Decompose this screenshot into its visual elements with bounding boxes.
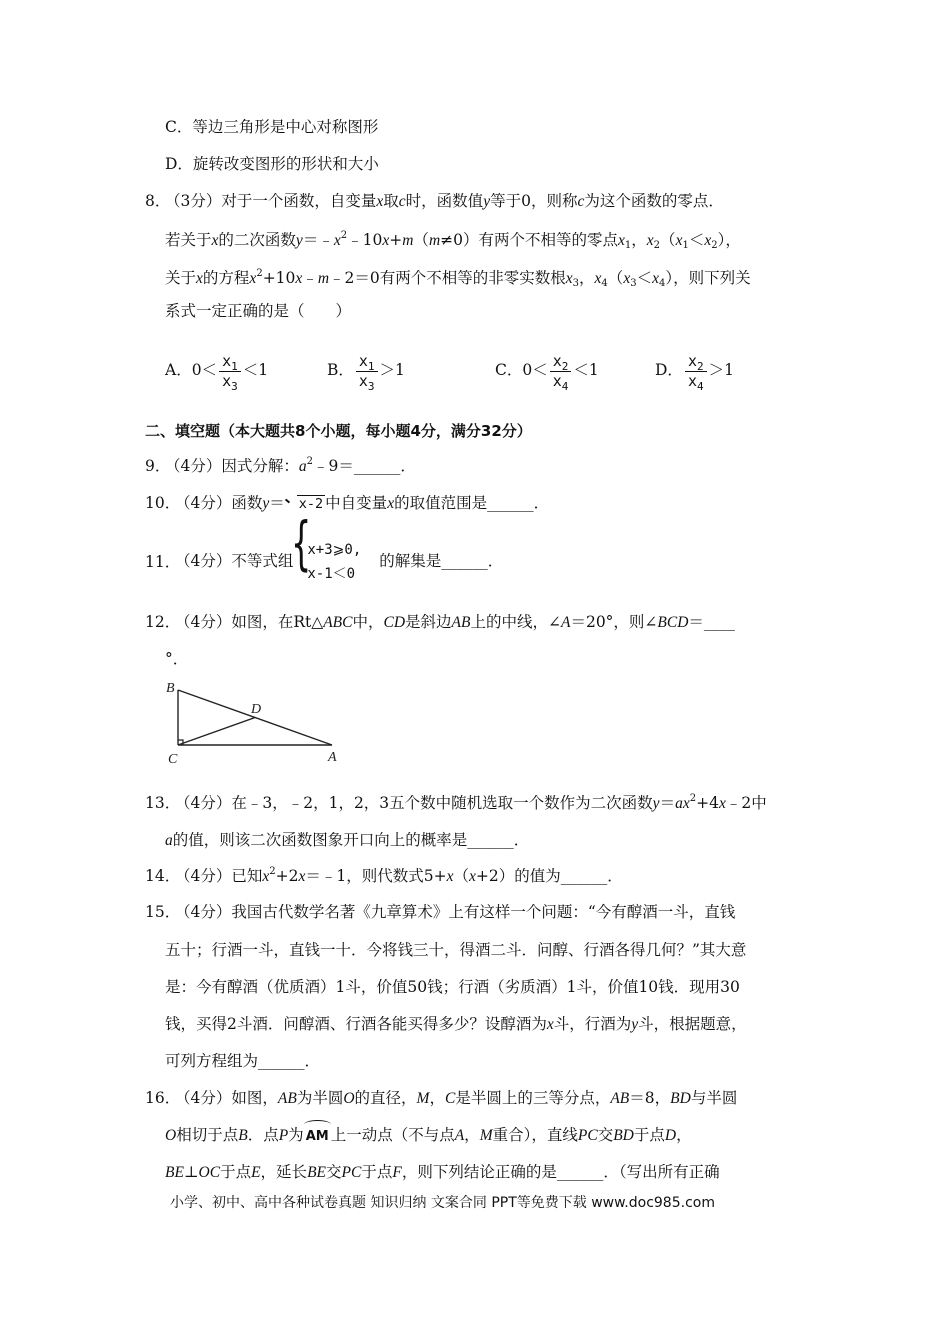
q10-text: （4分）函数y＝ x-2 中自变量x的取值范围是______．	[175, 492, 549, 515]
q7-option-d: D．旋转改变图形的形状和大小	[165, 155, 379, 173]
q8-number: 8．	[145, 192, 171, 210]
label-d: D	[251, 702, 262, 717]
q8-option-c: C．0＜ $\frac{x_2}{x_4}$ ＜1	[495, 351, 599, 393]
q14-number: 14．	[145, 867, 181, 885]
q8-line-1: （3分）对于一个函数，自变量x取c时，函数值y等于0，则称c为这个函数的零点．	[165, 192, 724, 210]
page-footer: 小学、初中、高中各种试卷真题 知识归纳 文案合同 PPT等免费下载 www.doc985.com	[170, 1195, 715, 1211]
inequality-system: { x+3⩾0, x-1＜0	[293, 538, 361, 586]
q15-line-3: 是：今有醇酒（优质酒）1斗，价值50钱；行酒（劣质酒）1斗，价值10钱．现用30	[165, 978, 740, 996]
q14-text: （4分）已知$x^2+2x=﹣1$，则代数式5+x（x+2）的值为______．	[175, 866, 623, 885]
q11-number: 11．	[145, 553, 181, 571]
q16-line-2: O相切于点B．点P为 AM 上一动点（不与点A，M重合），直线PC交BD于点D，	[165, 1124, 692, 1148]
q15-number: 15．	[145, 903, 181, 921]
sqrt-symbol: x-2	[285, 493, 325, 515]
q12-text: （4分）如图，在Rt△ABC中，CD是斜边AB上的中线，∠A＝20°，则∠BCD＝____	[175, 613, 735, 631]
q12-triangle-figure	[160, 675, 360, 770]
median-cd	[178, 718, 255, 746]
q13-number: 13．	[145, 794, 181, 812]
q12-line-2: °．	[165, 650, 189, 668]
q15-line-4: 钱，买得2斗酒．问醇酒、行酒各能买得多少？设醇酒为x斗，行酒为y斗，根据题意，	[165, 1015, 747, 1033]
q7-option-c: C．等边三角形是中心对称图形	[165, 118, 379, 136]
label-c: C	[168, 752, 178, 767]
q13-text: （4分）在﹣3，﹣2，1，2，3五个数中随机选取一个数作为二次函数$y=ax^2+4x﹣2$中	[175, 793, 767, 812]
label-a: A	[328, 750, 337, 765]
q8-option-b: B． $\frac{x_1}{x_3}$ ＞1	[327, 351, 405, 393]
q15-line-1: （4分）我国古代数学名著《九章算术》上有这样一个问题：“今有醇酒一斗，直钱	[175, 903, 736, 921]
q16-line-1: （4分）如图，AB为半圆O的直径，M，C是半圆上的三等分点，AB＝8，BD与半圆	[175, 1089, 738, 1107]
q10-number: 10．	[145, 494, 181, 512]
q15-line-5: 可列方程组为______．	[165, 1052, 321, 1070]
q8-line-2: 若关于x的二次函数$y=﹣x^2﹣10x+m(m\ne 0)$有两个不相等的零点$x_1$，$x_2(x_1<x_2)$，	[165, 230, 741, 251]
q8-option-a: A．0＜ $\frac{x_1}{x_3}$ ＜1	[165, 351, 269, 393]
q8-line-4: 系式一定正确的是（ ）	[165, 302, 352, 320]
q9-text: （4分）因式分解：$a^2﹣9=\_\_\_\_\_\_$．	[165, 456, 416, 475]
q15-line-2: 五十；行酒一斗，直钱一十．今将钱三十，得酒二斗．问醇、行酒各得几何？”其大意	[165, 941, 747, 959]
q12-number: 12．	[145, 613, 181, 631]
section-heading: 二、填空题（本大题共8个小题，每小题4分，满分32分）	[145, 422, 532, 440]
q13-line-2: a的值，则该二次函数图象开口向上的概率是______．	[165, 831, 530, 849]
label-b: B	[166, 681, 175, 696]
arc-am: AM	[304, 1126, 331, 1148]
q8-line-3: 关于x的方程$x^2+10x﹣m﹣2=0$有两个不相等的非零实数根$x_3$，$x_4(x_3<x_4)$，则下列关	[165, 268, 751, 289]
q11-text: （4分）不等式组 { x+3⩾0, x-1＜0 的解集是______．	[175, 531, 503, 591]
q16-number: 16．	[145, 1089, 181, 1107]
q9-number: 9．	[145, 457, 171, 475]
q8-option-d: D． $\frac{x_2}{x_4}$ ＞1	[655, 351, 734, 393]
q16-line-3: BE⊥OC于点E，延长BE交PC于点F，则下列结论正确的是______．（写出所有正确	[165, 1163, 720, 1181]
